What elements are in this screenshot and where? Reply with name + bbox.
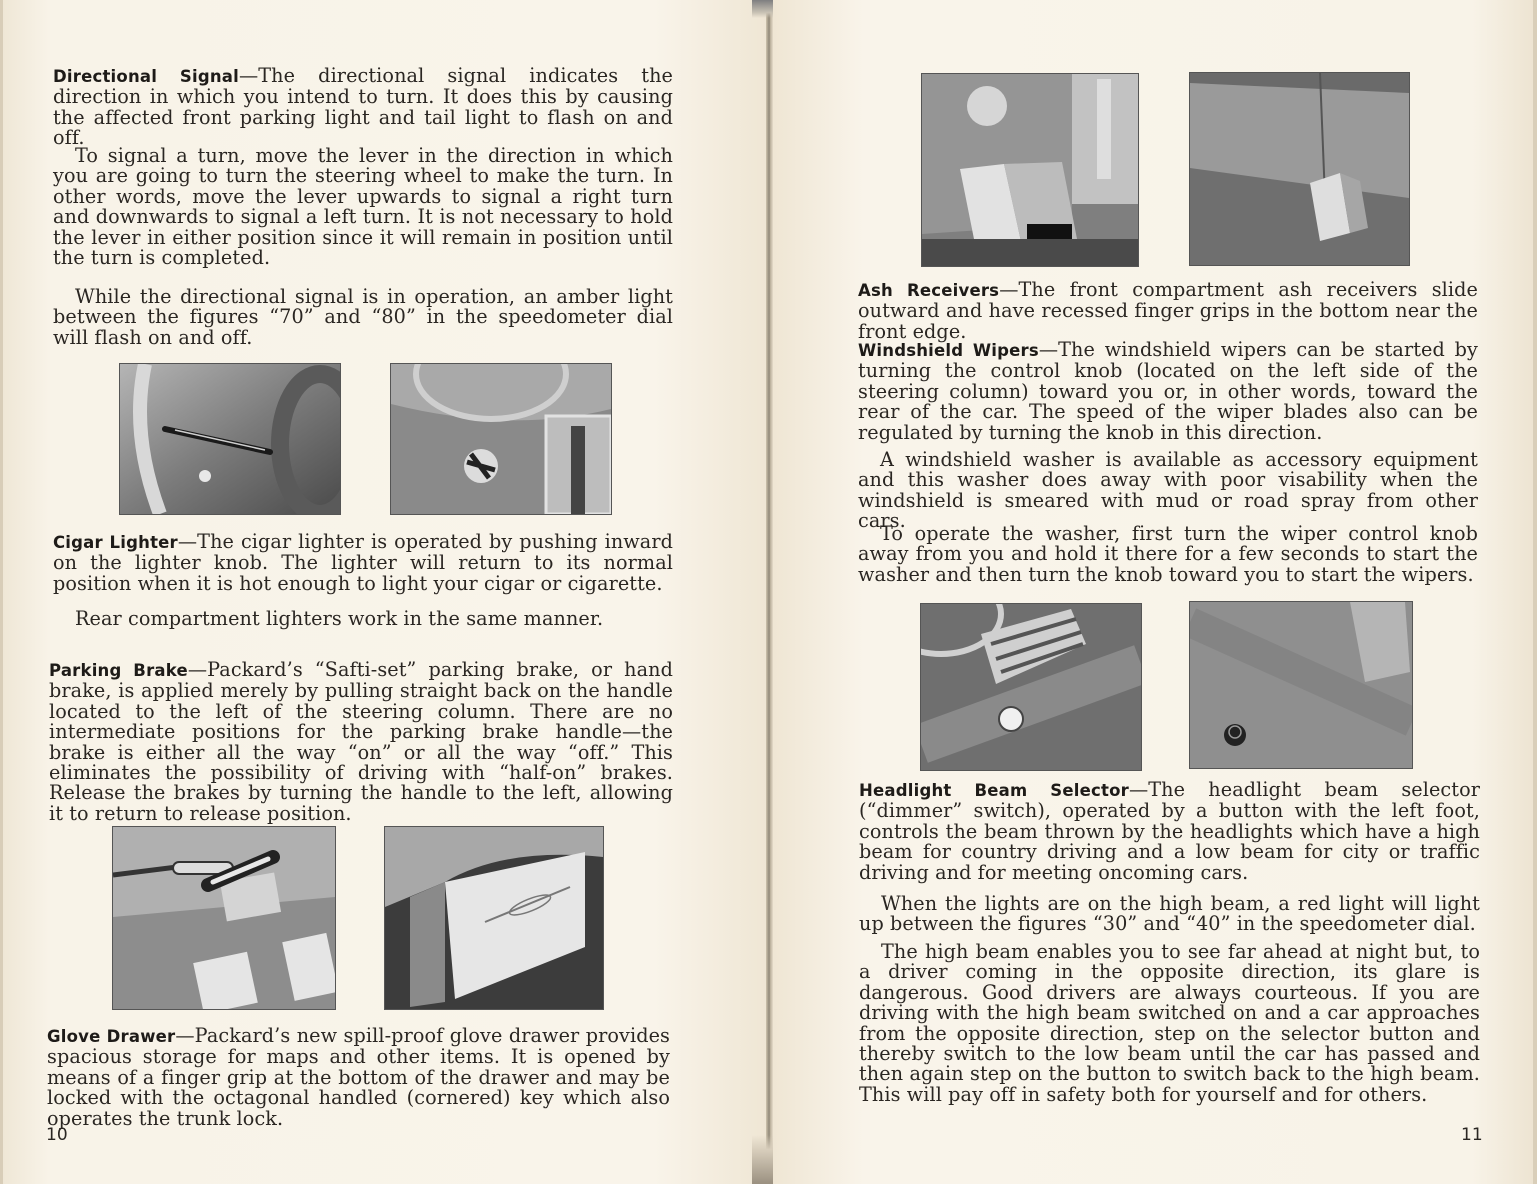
cigar-lighter-paragraph (53, 532, 673, 594)
photo-directional-signal-lever (120, 364, 340, 514)
cigar-lighter-heading: Cigar Lighter (53, 533, 178, 552)
glove-drawer-paragraph (47, 1026, 670, 1129)
directional-signal-paragraph (53, 66, 673, 149)
ash-receivers-text: —The front compartment ash receivers slide outward and have recessed finger grips in the bottom near the front edge. (858, 278, 1478, 343)
windshield-wipers-paragraph-3: To operate the washer, first turn the wiper control knob away from you and hold it there for a few seconds to start the washer and then turn the knob toward you to start the wipers. (858, 522, 1478, 586)
parking-brake-paragraph (49, 660, 673, 824)
photo-wiper-control-knob (921, 604, 1141, 770)
right-page (773, 0, 1537, 1184)
glove-drawer-text: —Packard’s new spill-proof glove drawer provides spacious storage for maps and other items. It is opened by means of a finger grip at the bottom of the drawer and may be locked with the octagonal handled (cornered) key which also operates the trunk lock. (47, 1024, 670, 1130)
photo-cigar-lighter-knob (391, 364, 611, 514)
directional-signal-paragraph-3: While the directional signal is in operation, an amber light between the figures “70” and “80” in the speedometer dial will flash on and off. (53, 285, 673, 349)
left-page (0, 0, 768, 1184)
photo-ash-receiver-rear (1190, 73, 1409, 265)
directional-signal-paragraph-2: To signal a turn, move the lever in the direction in which you are going to turn the steering wheel to make the turn. In other words, move the lever upwards to signal a right turn and downwards to signal a left turn. It is not necessary to hold the lever in either position since it will remain in position until the turn is completed. (53, 144, 673, 270)
ash-receivers-paragraph (858, 280, 1478, 342)
cigar-lighter-paragraph-2: Rear compartment lighters work in the same manner. (75, 607, 604, 630)
windshield-wipers-heading: Windshield Wipers (858, 341, 1039, 360)
glove-drawer-heading: Glove Drawer (47, 1027, 176, 1046)
parking-brake-heading: Parking Brake (49, 661, 188, 680)
ash-receivers-heading: Ash Receivers (858, 281, 1000, 300)
cigar-lighter-text: —The cigar lighter is operated by pushing inward on the lighter knob. The lighter will return to its normal position when it is hot enough to light your cigar or cigarette. (53, 530, 673, 595)
headlight-beam-selector-heading: Headlight Beam Selector (859, 781, 1129, 800)
page-number-left: 10 (46, 1125, 68, 1145)
directional-signal-text: —The directional signal indicates the direction in which you intend to turn. It does this by causing the affected front parking light and tail light to flash on and off. (53, 64, 673, 150)
page-number-right: 11 (1461, 1125, 1483, 1145)
photo-parking-brake-handle (113, 827, 335, 1009)
book-gutter (766, 0, 773, 1184)
headlight-beam-selector-paragraph-2: When the lights are on the high beam, a red light will light up between the figures “30” and “40” in the speedometer dial. (859, 892, 1480, 936)
headlight-beam-selector-text: —The headlight beam selector (“dimmer” switch), operated by a button with the left foot, controls the beam thrown by the headlights which have a high beam for country driving and a low beam for city or traffic driving and for meeting oncoming cars. (859, 778, 1480, 884)
windshield-wipers-paragraph (858, 340, 1478, 443)
photo-headlight-floor-button (1190, 602, 1412, 768)
directional-signal-heading: Directional Signal (53, 67, 239, 86)
headlight-beam-selector-paragraph-3: The high beam enables you to see far ahead at night but, to a driver coming in the opposite direction, its glare is dangerous. Good drivers are always courteous. If you are driving with the high beam switched on and a car approaches from the opposite direction, step on the selector button and thereby switch to the low beam until the car has passed and then again step on the button to switch back to the high beam. This will pay off in safety both for yourself and for others. (859, 940, 1480, 1106)
photo-glove-drawer-open (385, 827, 603, 1009)
photo-ash-receiver-dash (922, 74, 1138, 266)
windshield-wipers-paragraph-2: A windshield washer is available as accessory equipment and this washer does away with poor visability when the windshield is smeared with mud or road spray from other cars. (858, 448, 1478, 533)
parking-brake-text: —Packard’s “Safti-set” parking brake, or hand brake, is applied merely by pulling straight back on the handle located to the left of the steering column. There are no intermediate positions for the parking brake handle—the brake is either all the way “on” or all the way “off.” This eliminates the possibility of driving with “half-on” brakes. Release the brakes by turning the handle to the left, allowing it to return to release position. (49, 658, 673, 825)
windshield-wipers-text: —The windshield wipers can be started by turning the control knob (located on the left side of the steering column) toward you or, in other words, toward the rear of the car. The speed of the wiper blades also can be regulated by turning the knob in this direction. (858, 338, 1478, 444)
headlight-beam-selector-paragraph (859, 780, 1480, 883)
